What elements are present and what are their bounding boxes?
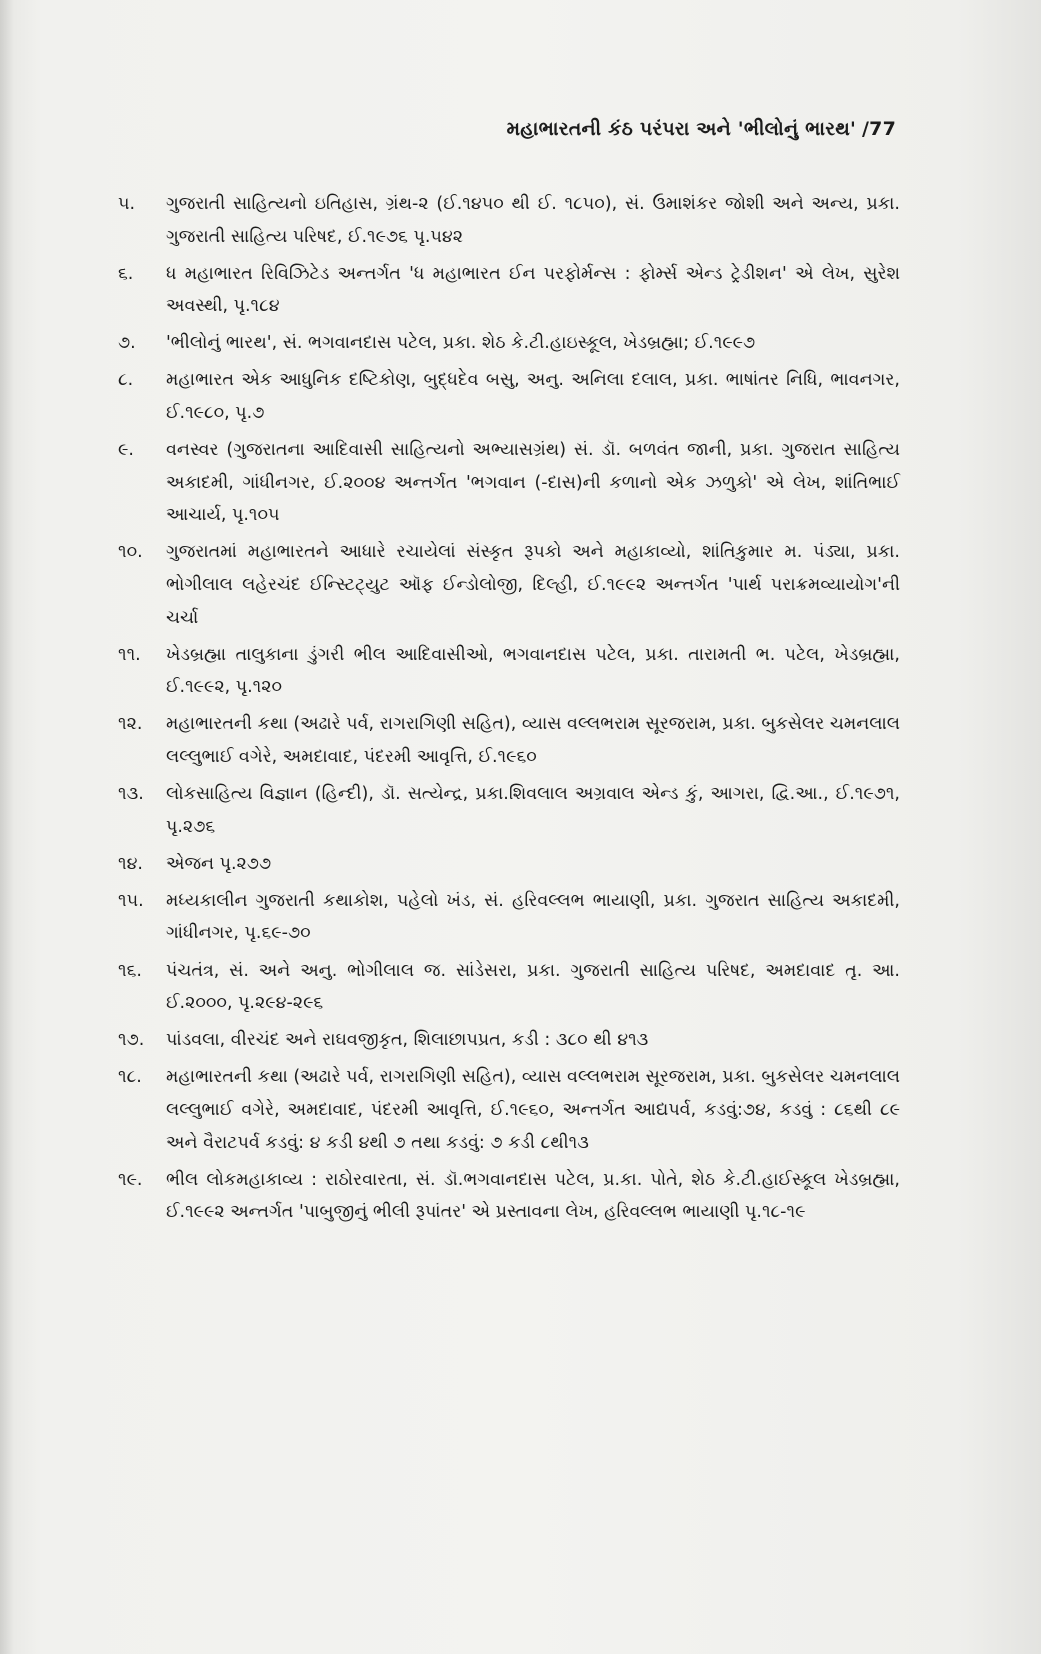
endnote-text: વનસ્વર (ગુજરાતના આદિવાસી સાહિત્યનો અભ્યાસગ્રંથ) સં. ડૉ. બળવંત જાની, પ્રકા. ગુજરાત સાહિત્ય અકાદમી, ગાંધીનગર, ઈ.૨૦૦૪ અન્તર્ગત 'ભગવાન (-દાસ)ની કળાનો એક ઝળુકો' એ લેખ, શાંતિભાઈ આચાર્ય, પૃ.૧૦૫ (166, 440, 900, 526)
endnote-text: પાંડવલા, વીરચંદ અને રાઘવજીકૃત, શિલાછાપપ્રત, કડી : ૩૮૦ થી ૪૧૩ (166, 1030, 649, 1051)
endnote-item (118, 1164, 900, 1229)
endnote-item (118, 1024, 900, 1057)
running-header-title: મહાભારતની કંઠ પરંપરા અને 'ભીલોનું ભારથ' (506, 118, 857, 140)
endnote-item (118, 778, 900, 843)
endnote-number: ૧૧. (118, 644, 141, 665)
spine-shadow (0, 0, 14, 1654)
endnote-item (118, 708, 900, 773)
endnote-text: ગુજરાતી સાહિત્યનો ઇતિહાસ, ગ્રંથ-૨ (ઈ.૧૪૫૦ થી ઈ. ૧૮૫૦), સં. ઉમાશંકર જોશી અને અન્ય, પ્રકા. ગુજરાતી સાહિત્ય પરિષદ, ઈ.૧૯૭૬ પૃ.૫૪૨ (166, 194, 900, 247)
endnote-number: ૧૪. (118, 853, 143, 874)
endnote-text: મધ્યકાલીન ગુજરાતી કથાકોશ, પહેલો ખંડ, સં. હરિવલ્લભ ભાયાણી, પ્રકા. ગુજરાત સાહિત્ય અકાદમી, ગાંધીનગર, પૃ.૬૯-૭૦ (166, 890, 900, 944)
endnote-number: ૮. (118, 370, 134, 391)
endnote-item (118, 639, 900, 704)
endnote-number: ૧૦. (118, 542, 143, 563)
endnote-text: ધ મહાભારત રિવિઝિટેડ અન્તર્ગત 'ધ મહાભારત ઈન પરફોર્મન્સ : ફોર્મ્સ એન્ડ ટ્રેડીશન' એ લેખ, સુરેશ અવસ્થી, પૃ.૧૮૪ (166, 263, 900, 317)
endnote-item (118, 848, 900, 881)
endnote-item (118, 536, 900, 634)
endnote-item (118, 327, 900, 360)
endnote-item (118, 1061, 900, 1159)
endnote-number: ૧૭. (118, 1030, 145, 1051)
endnote-number: ૧૮. (118, 1067, 142, 1088)
endnote-number: ૧૬. (118, 960, 142, 981)
endnote-number: ૫. (118, 194, 136, 214)
endnote-number: ૧૫. (118, 890, 144, 911)
endnote-number: ૧૨. (118, 714, 143, 735)
endnote-item (118, 434, 900, 532)
page-number: /77 (862, 118, 896, 140)
endnote-item (118, 955, 900, 1020)
endnote-text: મહાભારતની કથા (અઢારે પર્વ, રાગરાગિણી સહિત), વ્યાસ વલ્લભરામ સૂરજરામ, પ્રકા. બુકસેલર ચમનલાલ લલ્લુભાઈ વગેરે, અમદાવાદ, પંદરમી આવૃત્તિ, ઈ.૧૯૬૦ (166, 714, 900, 767)
endnote-text: મહાભારતની કથા (અઢારે પર્વ, રાગરાગિણી સહિત), વ્યાસ વલ્લભરામ સૂરજરામ, પ્રકા. બુકસેલર ચમનલાલ લલ્લુભાઈ વગેરે, અમદાવાદ, પંદરમી આવૃત્તિ, ઈ.૧૯૬૦, અન્તર્ગત આદ્યપર્વ, કડવું:૭૪, કડવું : ૮૬થી ૮૯ અને વૈરાટપર્વ કડવું: ૪ કડી ૪થી ૭ તથા કડવું: ૭ કડી ૮થી૧૩ (166, 1067, 900, 1153)
endnote-item (118, 188, 900, 253)
endnotes-list (118, 188, 900, 1233)
endnote-number: ૧૩. (118, 784, 144, 805)
endnote-number: ૭. (118, 333, 136, 354)
endnote-number: ૬. (118, 263, 134, 284)
endnote-text: ખેડબ્રહ્મા તાલુકાના ડુંગરી ભીલ આદિવાસીઓ, ભગવાનદાસ પટેલ, પ્રકા. તારામતી ભ. પટેલ, ખેડબ્રહ્મા, ઈ.૧૯૯૨, પૃ.૧૨૦ (166, 644, 900, 698)
running-header (507, 118, 896, 140)
endnote-text: 'ભીલોનું ભારથ', સં. ભગવાનદાસ પટેલ, પ્રકા. શેઠ કે.ટી.હાઇસ્કૂલ, ખેડબ્રહ્મા; ઈ.૧૯૯૭ (166, 333, 756, 354)
endnote-item (118, 364, 900, 429)
endnote-text: મહાભારત એક આધુનિક દષ્ટિકોણ, બુદ્ધદેવ બસુ, અનુ. અનિલા દલાલ, પ્રકા. ભાષાંતર નિધિ, ભાવનગર, ઈ.૧૯૮૦, પૃ.૭ (166, 370, 900, 424)
endnote-item (118, 885, 900, 950)
endnote-text: પંચતંત્ર, સં. અને અનુ. ભોગીલાલ જ. સાંડેસરા, પ્રકા. ગુજરાતી સાહિત્ય પરિષદ, અમદાવાદ તૃ. આ. ઈ.૨૦૦૦, પૃ.૨૯૪-૨૯૬ (166, 960, 900, 1014)
endnote-number: ૯. (118, 440, 134, 461)
endnote-text: ગુજરાતમાં મહાભારતને આધારે રચાયેલાં સંસ્કૃત રૂપકો અને મહાકાવ્યો, શાંતિકુમાર મ. પંડ્યા, પ્રકા. ભોગીલાલ લહેરચંદ ઈન્સ્ટિટ્યુટ ઑફ ઈન્ડોલોજી, દિલ્હી, ઈ.૧૯૯૨ અન્તર્ગત 'પાર્થ પરાક્રમવ્યાયોગ'ની ચર્ચા (166, 542, 900, 628)
endnote-text: એજન પૃ.૨૭૭ (166, 853, 272, 874)
endnote-text: ભીલ લોકમહાકાવ્ય : રાઠોરવારતા, સં. ડૉ.ભગવાનદાસ પટેલ, પ્ર.કા. પોતે, શેઠ કે.ટી.હાઈસ્કૂલ ખેડબ્રહ્મા, ઈ.૧૯૯૨ અન્તર્ગત 'પાબુજીનું ભીલી રૂપાંતર' એ પ્રસ્તાવના લેખ, હરિવલ્લભ ભાયાણી પૃ.૧૮-૧૯ (166, 1169, 900, 1223)
endnote-number: ૧૯. (118, 1169, 143, 1190)
endnote-text: લોકસાહિત્ય વિજ્ઞાન (હિન્દી), ડૉ. સત્યેન્દ્ર, પ્રકા.શિવલાલ અગ્રવાલ એન્ડ કું, આગરા, દ્વિ.આ., ઈ.૧૯૭૧, પૃ.૨૭૬ (166, 784, 900, 837)
endnote-item (118, 258, 900, 323)
